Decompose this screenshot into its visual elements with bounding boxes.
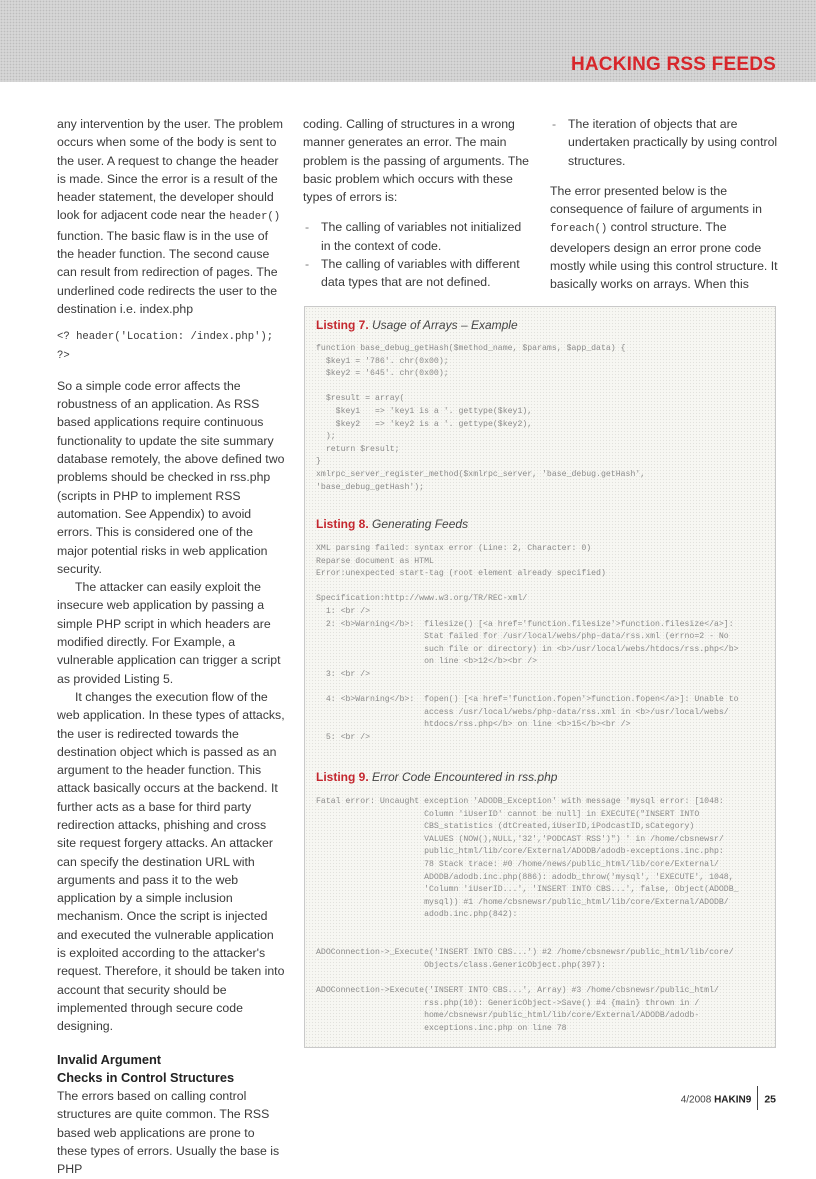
page-number: 25 (764, 1093, 776, 1106)
column-1 (57, 115, 285, 1179)
bullet-list (303, 218, 531, 291)
listing-7-code: function base_debug_getHash($method_name, $params, $app_data) { $key1 = '786'. chr(0x00); $key2 = '645'. chr(0x00); $result = array( $key1 => 'key1 is a '. gettype($key1), $key2 => 'key2 is a '. gettype($key2), ); return $result; } xmlrpc_server_register_method($xmlrpc_server, 'base_debug.getHash', 'base_debug_getHash'); (316, 344, 646, 492)
issue-date: 4/2008 (680, 1094, 712, 1106)
magazine-name: HAKIN9 (714, 1094, 752, 1106)
bullet-list (550, 115, 778, 170)
listings-box (304, 306, 776, 1048)
column-3 (550, 115, 778, 294)
list-item: - The iteration of objects that are undertaken practically by using control structures. (550, 115, 778, 170)
paragraph: The error presented below is the consequence of failure of arguments in foreach() control structure. The developers design an error prone code mostly while using this control structure. It basically works on arrays. When this (550, 183, 778, 292)
list-item: - The calling of variables with different data types that are not defined. (303, 255, 531, 292)
section-title: HACKING RSS FEEDS (570, 54, 776, 75)
page-footer (681, 1088, 776, 1112)
listing-9-code: Fatal error: Uncaught exception 'ADODB_Exception' with message 'mysql error: [1048: Column 'iUserID' cannot be null] in EXECUTE("INSERT INTO CBS_statistics (dtCreated,iUserID,iPodcastID,sCategory) VALUES (NOW(),NULL,'32','PODCAST RSS')") ' in /home/cbsnewsr/ public_html/lib/core/External/ADODB/adodb-exceptions.inc.php: 78 Stack trace: #0 /home/news/public_html/lib/core/External/ ADODB/adodb.inc.php(886): adodb_throw('mysql', 'EXECUTE', 1048, 'Column 'iUserID...', 'INSERT INTO CBS...', false, Object(ADODB_ mysql)) #1 /home/cbsnewsr/public_html/lib/core/External/ADODB/ adodb.inc.php(842): ADOConnection->_Execute('INSERT INTO CBS...') #2 /home/cbsnewsr/public_html/lib/core/ Objects/class.GenericObject.php(397): ADOConnection->Execute('INSERT INTO CBS...', Array) #3 /home/cbsnewsr/public_html/ rss.php(10): GenericObject->Save() #4 {main} thrown in / home/cbsnewsr/public_html/lib/core/External/ADODB/adodb- exceptions.inc.php on line 78 (316, 797, 739, 1033)
column-2 (303, 115, 531, 292)
list-item: - The calling of variables not initialized in the context of code. (303, 218, 531, 255)
paragraph: coding. Calling of structures in a wrong manner generates an error. The main problem is the passing of arguments. The basic problem which occurs with these types of errors is: (303, 117, 530, 205)
paragraph: any intervention by the user. The problem occurs when some of the body is sent to the user. A request to change the header is made. Since the error is a result of the header statement, the developer should look for adjacent code near the header() function. The basic flaw is in the use of the header function. The second cause can result from redirection of pages. The underlined code redirects the user to the destination i.e. index.php (57, 117, 284, 316)
inline-code: header() (229, 211, 281, 224)
paragraph: It changes the execution flow of the web application. In these types of attacks, the user is redirected towards the destination object which is passed as an argument to the header function. This attack basically occurs at the backend. It further acts as a base for third party redirection attacks, phishing and cross site request forgery attacks. An attacker can specify the destination URL with arguments and pass it to the web application by a simple inclusion mechanism. Once the script is injected and executed the vulnerable application is exploited according to the attacker's request. Therefore, it should be taken into account that security should be implemented through secure code designing. (57, 689, 285, 1034)
listing-8-title: Listing 8. Generating Feeds (316, 517, 469, 531)
divider (757, 1086, 758, 1110)
inline-code: foreach() (550, 223, 608, 236)
paragraph: The errors based on calling control structures are quite common. The RSS based web applications are prone to these types of errors. Usually the base is PHP (57, 1089, 280, 1177)
code-line: <? header('Location: /index.php'); ?> (57, 331, 274, 362)
paragraph: The attacker can easily exploit the insecure web application by passing a simple PHP script in which headers are modified directly. For Example, a vulnerable application can trigger a script as provided Listing 5. (57, 580, 281, 686)
listing-7-title: Listing 7. Usage of Arrays – Example (316, 318, 518, 332)
listing-8-code: XML parsing failed: syntax error (Line: 2, Character: 0) Reparse document as HTML Error:unexpected start-tag (root element already specified) Specification:http://www.w3.org/TR/REC-xml/ 1: <br /> 2: <b>Warning</b>: filesize() [<a href='function.filesize'>function.filesize</a>]: Stat failed for /usr/local/webs/php-data/rss.xml (errno=2 - No such file or directory) in <b>/usr/local/webs/htdocs/rss.php</b> on line <b>12</b><br /> 3: <br /> 4: <b>Warning</b>: fopen() [<a href='function.fopen'>function.fopen</a>]: Unable to access /usr/local/webs/php-data/rss.xml in <b>/usr/local/webs/ htdocs/rss.php</b> on line <b>15</b><br /> 5: <br /> (316, 544, 739, 742)
listing-9-title: Listing 9. Error Code Encountered in rss.php (316, 770, 558, 784)
section-heading: Invalid Argument Checks in Control Structures (57, 1051, 235, 1085)
paragraph: So a simple code error affects the robustness of an application. As RSS based applications require continuous functionality to update the site summary database remotely, the above defined two problems should be checked in rss.php (scripts in PHP to implement RSS automation. See Appendix) to avoid errors. This is considered one of the major potential risks in web application security. (57, 378, 285, 576)
